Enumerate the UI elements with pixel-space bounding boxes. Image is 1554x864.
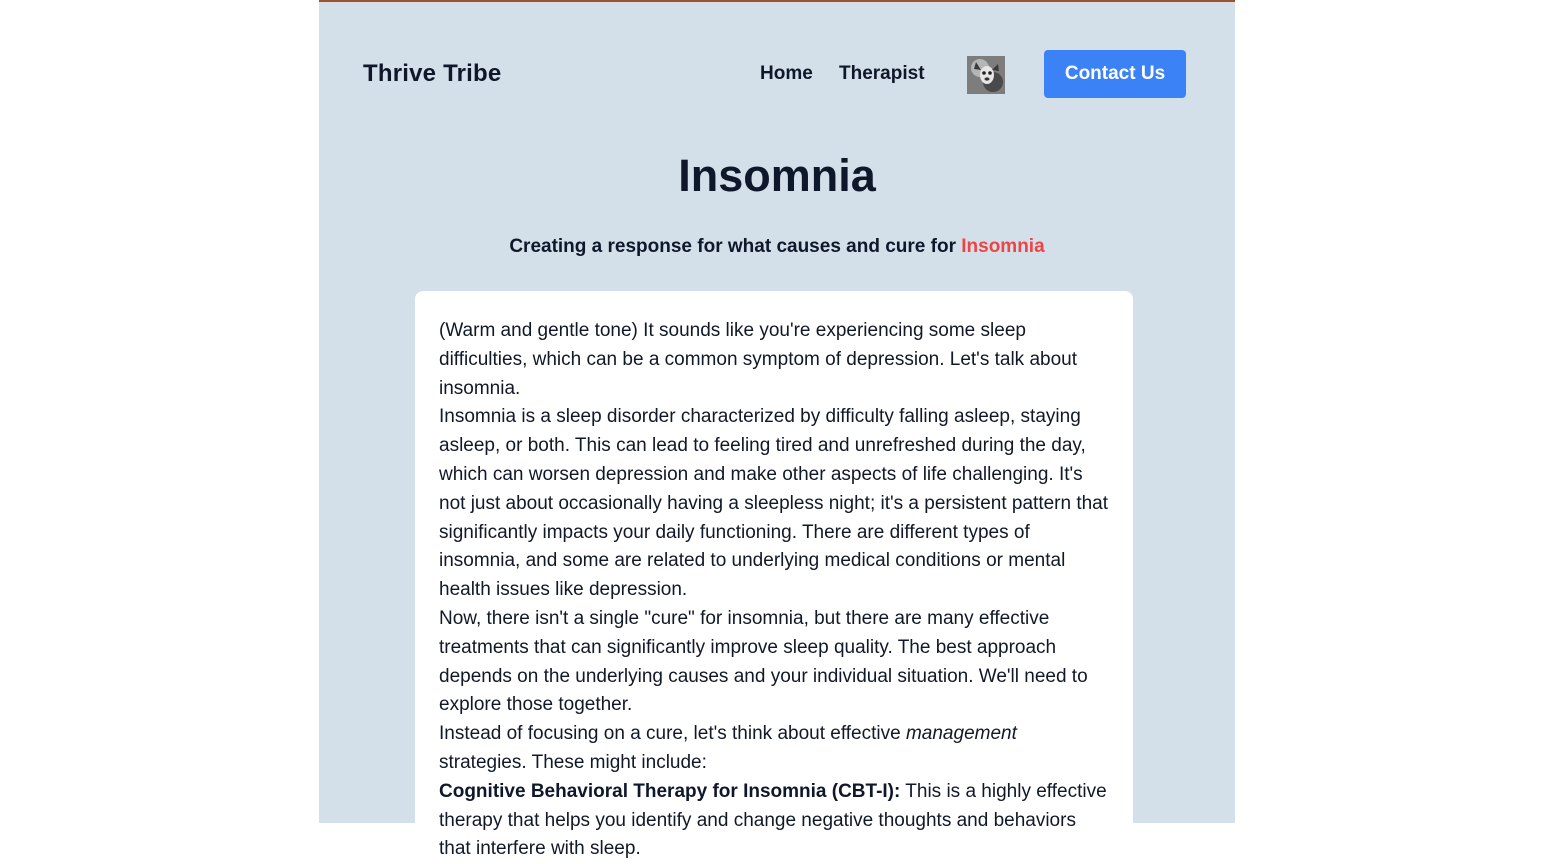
page bbox=[319, 0, 1235, 860]
subtitle-text: Creating a response for what causes and cure for bbox=[509, 236, 962, 257]
avatar[interactable] bbox=[967, 56, 1005, 94]
navbar bbox=[319, 2, 1235, 150]
contact-us-button[interactable]: Contact Us bbox=[1044, 50, 1186, 98]
page-subtitle bbox=[319, 236, 1235, 258]
response-paragraph: (Warm and gentle tone) It sounds like you're experiencing some sleep difficulties, which can be a common symptom of depression. Let's talk about insomnia. bbox=[439, 320, 1077, 399]
strategy-heading: Cognitive Behavioral Therapy for Insomnia (CBT-I): bbox=[439, 780, 901, 802]
response-paragraph bbox=[439, 778, 1109, 864]
paragraph-text: strategies. These might include: bbox=[439, 751, 707, 773]
response-paragraph: Insomnia is a sleep disorder characterized by difficulty falling asleep, staying asleep, or both. This can lead to feeling tired and unrefreshed during the day, which can worsen depression and make other aspects of life challenging. It's not just about occasionally having a sleepless night; it's a persistent pattern that significantly impacts your daily functioning. There are different types of insomnia, and some are related to underlying medical conditions or mental health issues like depression. bbox=[439, 406, 1109, 601]
emphasis-text: management bbox=[905, 723, 1017, 745]
response-paragraph bbox=[439, 720, 1109, 778]
paragraph-text: Instead of focusing on a cure, let's think about effective bbox=[439, 723, 906, 745]
nav-therapist-link[interactable]: Therapist bbox=[839, 63, 925, 84]
subtitle-topic: Insomnia bbox=[961, 236, 1045, 257]
strategy-description: This is a highly effective therapy that helps you identify and change negative thoughts and behaviors that interfere with sleep. bbox=[439, 780, 1107, 860]
page-title: Insomnia bbox=[678, 150, 876, 201]
response-card bbox=[415, 291, 1133, 860]
brand-logo[interactable]: Thrive Tribe bbox=[363, 60, 502, 87]
avatar-image bbox=[967, 56, 1005, 94]
nav-home-link[interactable]: Home bbox=[760, 63, 813, 84]
response-paragraph: Now, there isn't a single "cure" for insomnia, but there are many effective treatments that can significantly improve sleep quality. The best approach depends on the underlying causes and your individual situation. We'll need to explore those together. bbox=[439, 607, 1088, 716]
